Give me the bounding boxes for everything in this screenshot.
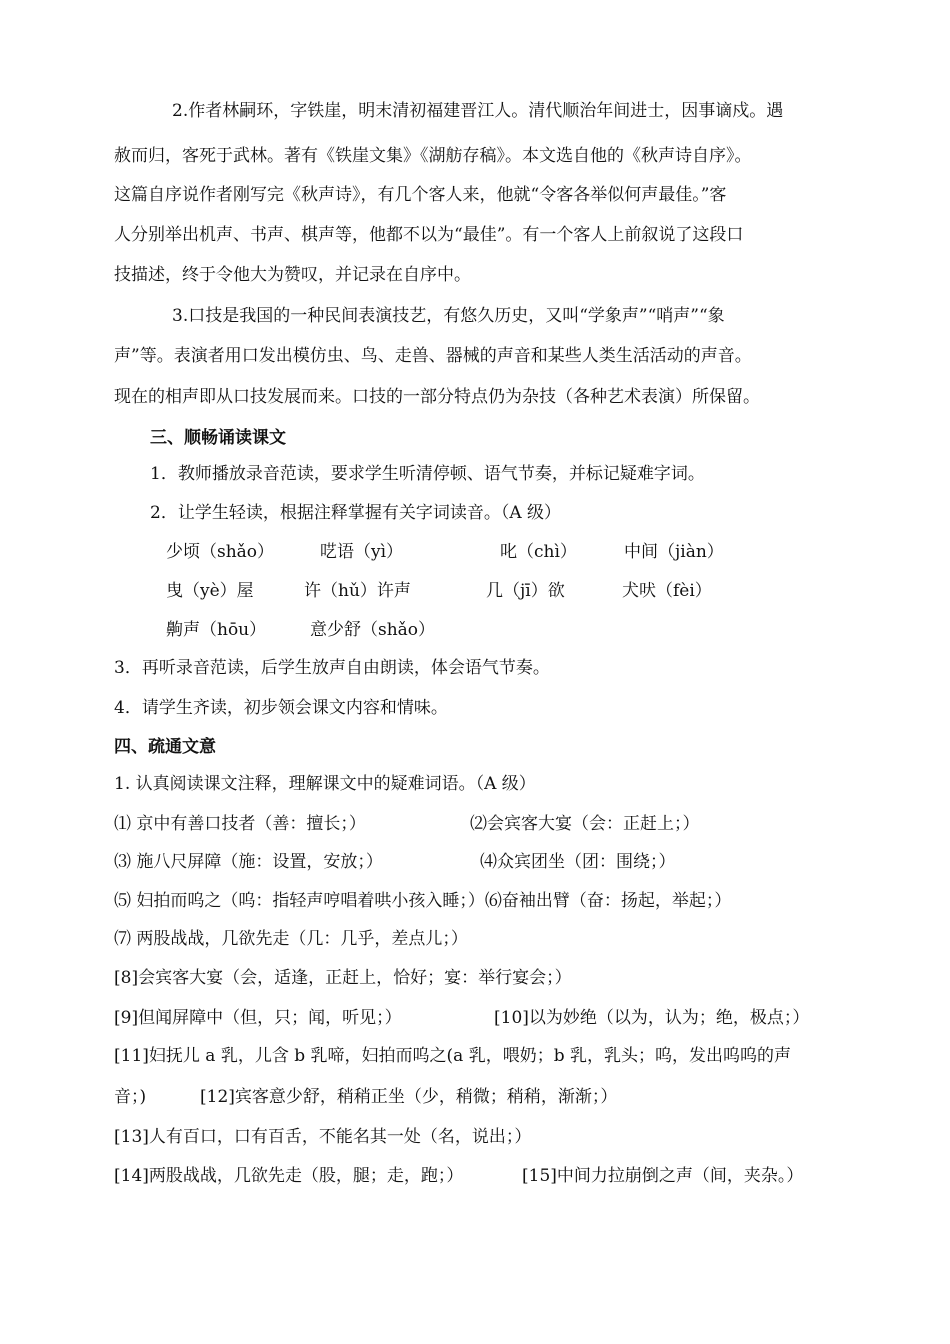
para2-line-4: 人分别举出机声、书声、棋声等，他都不以为“最佳”。有一个客人上前叙说了这段口 bbox=[114, 225, 744, 245]
para2-line-1: 2.作者林嗣环，字铁崖，明末清初福建晋江人。清代顺治年间进士，因事谪戍。遇 bbox=[172, 101, 784, 121]
para2-line-2: 赦而归，客死于武林。著有《铁崖文集》《湖舫存稿》。本文选自他的《秋声诗自序》。 bbox=[114, 146, 752, 166]
note-item: [9]但闻屏障中（但，只；闻，听见；） bbox=[114, 1008, 402, 1028]
section4-heading: 四、疏通文意 bbox=[114, 737, 216, 757]
para3-line-1: 3.口技是我国的一种民间表演技艺，有悠久历史，又叫“学象声”“哨声”“象 bbox=[172, 306, 725, 326]
note-item: ⑶ 施八尺屏障（施：设置，安放；） bbox=[114, 852, 383, 872]
pronunciation-item: 少顷（shǎo） bbox=[166, 542, 275, 562]
section3-heading: 三、顺畅诵读课文 bbox=[150, 428, 286, 448]
pronunciation-item: 意少舒（shǎo） bbox=[310, 620, 436, 640]
pronunciation-item: 许（hǔ）许声 bbox=[304, 581, 411, 601]
section4-intro: 1. 认真阅读课文注释，理解课文中的疑难词语。（A 级） bbox=[114, 774, 536, 794]
section3-step-2: 2．让学生轻读，根据注释掌握有关字词读音。（A 级） bbox=[150, 503, 561, 523]
para2-line-5: 技描述，终于令他大为赞叹，并记录在自序中。 bbox=[114, 265, 471, 285]
para2-line-3: 这篇自序说作者刚写完《秋声诗》，有几个客人来，他就“令客各举似何声最佳。”客 bbox=[114, 185, 727, 205]
pronunciation-item: 犬吠（fèi） bbox=[622, 581, 712, 601]
note-item: [15]中间力拉崩倒之声（间，夹杂。） bbox=[522, 1166, 804, 1186]
note-item: [13]人有百口，口有百舌，不能名其一处（名，说出；） bbox=[114, 1127, 532, 1147]
pronunciation-item: 齁声（hōu） bbox=[166, 620, 267, 640]
note-item: 音；) bbox=[114, 1087, 147, 1107]
note-item: ⑺ 两股战战，几欲先走（几：几乎，差点儿；） bbox=[114, 929, 468, 949]
pronunciation-item: 呓语（yì） bbox=[320, 542, 404, 562]
pronunciation-item: 中间（jiàn） bbox=[624, 542, 724, 562]
para3-line-2: 声”等。表演者用口发出模仿虫、鸟、走兽、器械的声音和某些人类生活活动的声音。 bbox=[114, 346, 752, 366]
section3-step-4: 4．请学生齐读，初步领会课文内容和情味。 bbox=[114, 698, 448, 718]
para3-line-3: 现在的相声即从口技发展而来。口技的一部分特点仍为杂技（各种艺术表演）所保留。 bbox=[114, 387, 760, 407]
section3-step-3: 3．再听录音范读，后学生放声自由朗读，体会语气节奏。 bbox=[114, 658, 550, 678]
note-item: [12]宾客意少舒，稍稍正坐（少，稍微；稍稍，渐渐；） bbox=[200, 1087, 618, 1107]
pronunciation-item: 叱（chì） bbox=[500, 542, 577, 562]
section3-step-1: 1．教师播放录音范读，要求学生听清停顿、语气节奏，并标记疑难字词。 bbox=[150, 464, 705, 484]
note-item: ⑸ 妇拍而呜之（呜：指轻声哼唱着哄小孩入睡；）⑹奋袖出臂（奋：扬起，举起；） bbox=[114, 891, 732, 911]
note-item: [10]以为妙绝（以为，认为；绝，极点；） bbox=[494, 1008, 810, 1028]
note-item: ⑵会宾客大宴（会：正赶上；） bbox=[470, 814, 700, 834]
note-item: ⑴ 京中有善口技者（善：擅长；） bbox=[114, 814, 366, 834]
note-item: [14]两股战战，几欲先走（股，腿；走，跑；） bbox=[114, 1166, 464, 1186]
note-item: [11]妇抚儿 a 乳，儿含 b 乳啼，妇拍而呜之(a 乳，喂奶；b 乳，乳头；呜，发出呜呜的声 bbox=[114, 1046, 791, 1066]
pronunciation-item: 曳（yè）屋 bbox=[166, 581, 254, 601]
note-item: ⑷众宾团坐（团：围绕；） bbox=[480, 852, 676, 872]
pronunciation-item: 几（jī）欲 bbox=[486, 581, 565, 601]
note-item: [8]会宾客大宴（会，适逢，正赶上，恰好；宴：举行宴会；） bbox=[114, 968, 572, 988]
